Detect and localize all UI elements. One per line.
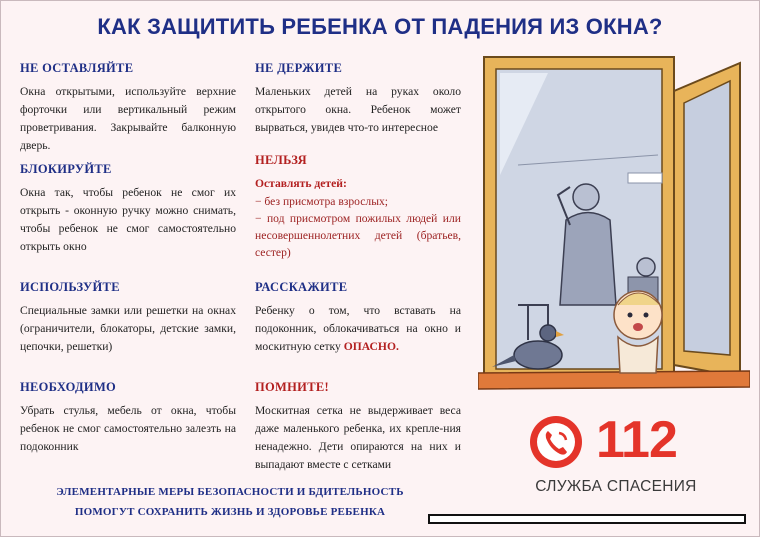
poster-title: КАК ЗАЩИТИТЬ РЕБЕНКА ОТ ПАДЕНИЯ ИЗ ОКНА?: [97, 14, 663, 39]
section-text: Убрать стулья, мебель от окна, чтобы ребенок не смог самостоятельно залезть на подоконник: [20, 404, 236, 453]
section-text: Специальные замки или решетки на окнах (ограничители, блокаторы, детские замки, цепочки, решетки): [20, 304, 236, 353]
danger-word: ОПАСНО.: [343, 340, 399, 353]
window-child-illustration: [478, 55, 750, 390]
section-do-not-leave: [20, 61, 236, 155]
section-remember: [255, 380, 461, 474]
section-tell: [255, 280, 461, 356]
section-heading: ИСПОЛЬЗУЙТЕ: [20, 280, 120, 294]
footer-line: ЭЛЕМЕНТАРНЫЕ МЕРЫ БЕЗОПАСНОСТИ И БДИТЕЛЬНОСТЬ: [56, 486, 404, 498]
section-heading: НЕЛЬЗЯ: [255, 153, 307, 167]
section-text: Окна так, чтобы ребенок не смог их открыть - оконную ручку можно снимать, чтобы ребенок не смог самостоятельно открыть окно: [20, 186, 236, 253]
section-text: Окна открытыми, используйте верхние форточки или вертикальный режим проветривания. Закрывайте балконную дверь.: [20, 85, 236, 152]
section-text: Москитная сетка не выдерживает веса даже маленького ребенка, их крепле-ния ненадежно. Дети опираются на них и выпадают вместе с сетками: [255, 404, 461, 471]
section-text: [255, 302, 461, 356]
section-block: [20, 162, 236, 256]
section-heading: НЕ ДЕРЖИТЕ: [255, 61, 343, 75]
phone-icon: [528, 414, 584, 470]
section-text: Маленьких детей на руках около открытого окна. Ребенок может вырваться, увидев что-то интересное: [255, 85, 461, 134]
footer-line: ПОМОГУТ СОХРАНИТЬ ЖИЗНЬ И ЗДОРОВЬЕ РЕБЕНКА: [74, 506, 386, 518]
empty-bar: [428, 514, 746, 524]
section-subheading: Оставлять детей:: [255, 177, 347, 190]
section-heading: РАССКАЖИТЕ: [255, 280, 348, 294]
emergency-service-label: СЛУЖБА СПАСЕНИЯ: [535, 478, 697, 495]
list-item: − под присмотром пожилых людей или несовершеннолетних детей (братьев, сестер): [255, 212, 461, 259]
section-text-body: Ребенку о том, что вставать на подоконник, облокачиваться на окно и москитную сетку: [255, 304, 461, 353]
section-heading: ПОМНИТЕ!: [255, 380, 329, 394]
section-do-not-hold: [255, 61, 461, 137]
section-use: [20, 280, 236, 356]
section-heading: НЕ ОСТАВЛЯЙТЕ: [20, 61, 134, 75]
footer-slogan: [20, 482, 440, 522]
list-item: − без присмотра взрослых;: [255, 195, 389, 208]
section-heading: БЛОКИРУЙТЕ: [20, 162, 112, 176]
section-necessary: [20, 380, 236, 456]
section-forbidden: [255, 153, 461, 261]
section-heading: НЕОБХОДИМО: [20, 380, 117, 394]
emergency-number: 112: [596, 411, 677, 469]
